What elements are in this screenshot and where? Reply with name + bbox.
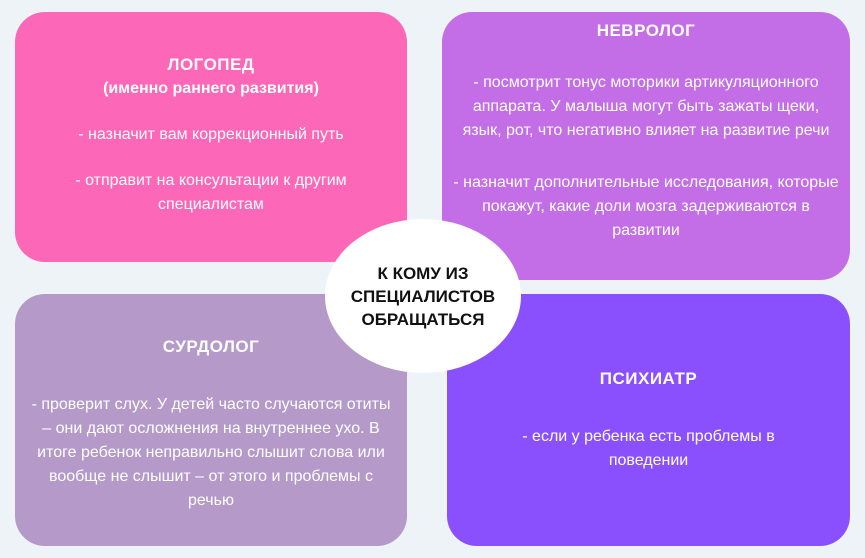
logoped-item-2: - отправит на консультации к другим специалистам (75, 172, 347, 213)
psihiatr-title: ПСИХИАТР (599, 369, 698, 388)
logoped-item-1: - назначит вам коррекционный путь (78, 126, 344, 143)
logoped-subtitle: (именно раннего развития) (103, 80, 319, 97)
surdolog-item-1: - проверит слух. У детей часто случаются отиты – они дают осложнения на внутреннее ухо. В итоге ребенок неправильно слышит слова или вообще не слышит – от этого и проблемы с речью (31, 396, 391, 509)
psihiatr-item-1: - если у ребенка есть проблемы в поведении (522, 428, 775, 469)
center-title-line-1: К КОМУ ИЗ (377, 263, 469, 283)
center-circle (325, 219, 521, 373)
nevrolog-title: НЕВРОЛОГ (596, 21, 696, 40)
nevrolog-item-2: - назначит дополнительные исследования, которые покажут, какие доли мозга задерживаются в развитии (453, 174, 839, 239)
nevrolog-item-1: - посмотрит тонус моторики артикуляционного аппарата. У малыша могут быть зажаты щеки, язык, рот, что негативно влияет на развитие речи (462, 74, 830, 139)
center-title-line-2: СПЕЦИАЛИСТОВ (350, 286, 496, 306)
center-title (351, 262, 495, 331)
card-nevrolog (442, 12, 850, 280)
surdolog-title: СУРДОЛОГ (162, 337, 260, 356)
center-title-line-3: ОБРАЩАТЬСЯ (361, 309, 485, 329)
card-logoped (15, 12, 407, 262)
logoped-title: ЛОГОПЕД (167, 55, 255, 74)
